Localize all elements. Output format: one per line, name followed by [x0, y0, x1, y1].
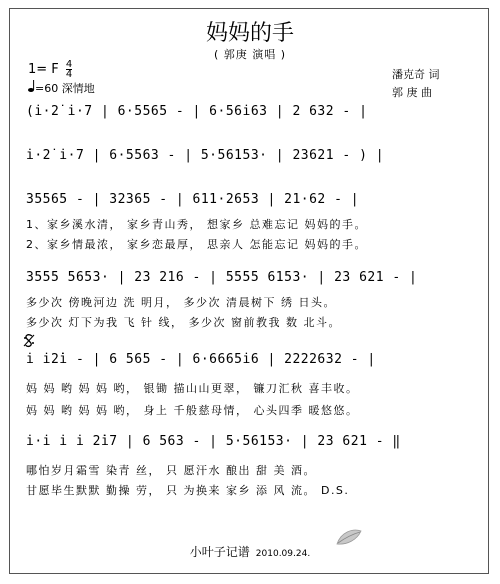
lyric-line-6b: 甘愿毕生默默 勤操 劳， 只 为换来 家乡 添 风 流。 D.S.	[26, 484, 350, 497]
lyricist-credit: 潘克奇 词	[392, 68, 440, 81]
composer-credit: 郭 庚 曲	[392, 86, 432, 99]
score-line-4: 3555 5653· | 23 216 - | 5555 6153· | 23 621 - |	[26, 270, 418, 285]
key-signature	[28, 60, 72, 79]
time-numerator: 4	[65, 59, 73, 70]
footer-date: 2010.09.24.	[255, 549, 311, 559]
lyric-line-5b: 妈 妈 哟 妈 妈 哟， 身上 千般慈母情， 心头四季 暖悠悠。	[26, 404, 359, 417]
quarter-note-icon	[28, 80, 35, 95]
tempo-text: =60 深情地	[35, 82, 95, 95]
lyric-line-6a: 哪怕岁月霜雪 染青 丝， 只 愿汗水 酿出 甜 美 酒。	[26, 464, 316, 477]
singer-credit: ( 郭庚 演唱 )	[213, 48, 287, 61]
lyric-line-3a: 1、家乡溪水清， 家乡青山秀， 想家乡 总难忘记 妈妈的手。	[26, 218, 367, 231]
lyric-line-4a: 多少次 傍晚河边 洗 明月， 多少次 清晨树下 绣 日头。	[26, 296, 336, 309]
score-line-6: i̇·i̇ i̇ i̇ 2̇i̇7 | 6 563 - | 5·56153· | 23 621 - ‖	[26, 434, 401, 449]
leaf-icon	[335, 528, 363, 550]
score-line-2: i̇·2̇ i̇·7 | 6·5563 - | 5·56153· | 23621 - ) |	[26, 148, 385, 163]
lyric-line-3b: 2、家乡情最浓， 家乡恋最厚， 思亲人 怎能忘记 妈妈的手。	[26, 238, 367, 251]
score-line-5: i̇ i̇2̇i̇ - | 6 565 - | 6·6665i̇6 | 2222632 - |	[26, 352, 376, 367]
time-signature	[66, 60, 72, 79]
score-line-3: 35565 - | 32365 - | 611·2653 | 21·62 - |	[26, 192, 360, 207]
time-denominator: 4	[65, 69, 73, 80]
lyric-line-4b: 多少次 灯下为我 飞 针 线， 多少次 窗前教我 数 北斗。	[26, 316, 341, 329]
footer	[0, 543, 500, 560]
key-label: 1= F	[28, 62, 59, 77]
score-line-1: (i̇·2̇ i̇·7 | 6·5565 - | 6·56i̇63 | 2 632 - |	[26, 104, 368, 119]
tempo-marking	[28, 80, 95, 96]
watermark-signature: 小叶子记谱	[189, 545, 250, 559]
song-title: 妈妈的手	[205, 21, 294, 46]
lyric-line-5a: 妈 妈 哟 妈 妈 哟， 银锄 描山山更翠， 镰刀汇秋 喜丰收。	[26, 382, 359, 395]
segno-icon	[22, 333, 36, 353]
